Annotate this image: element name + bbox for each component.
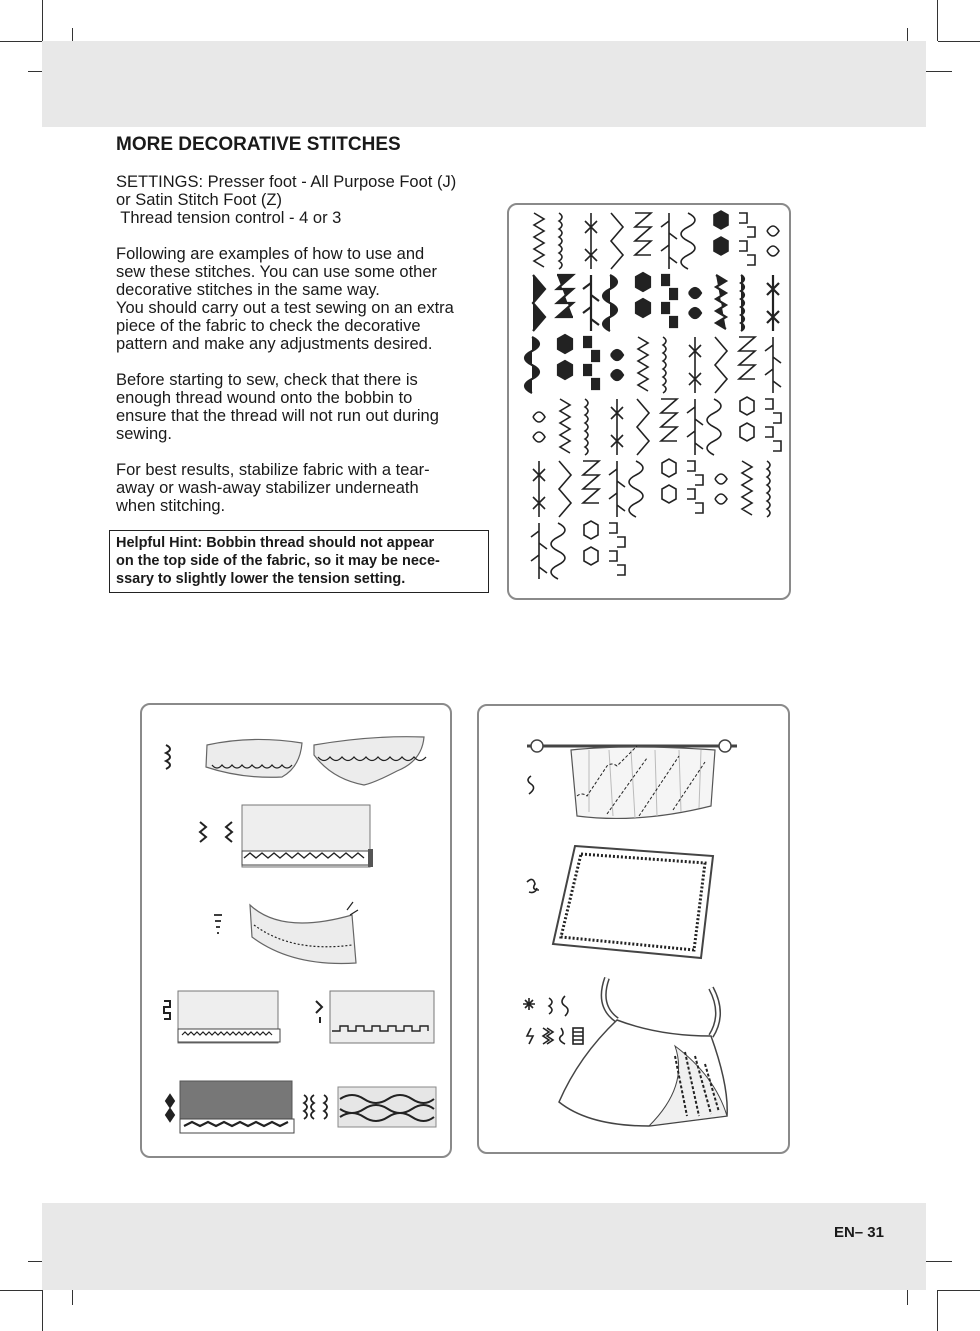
diamond-stitch-icon: [166, 1095, 174, 1121]
section-heading: MORE DECORATIVE STITCHES: [116, 134, 401, 155]
stitch-pattern-icon: [585, 213, 597, 269]
stitch-pattern-icon: [714, 211, 728, 255]
text-line: pattern and make any adjustments desired.: [116, 335, 433, 353]
stitch-pattern-icon: [559, 461, 571, 517]
stitch-pattern-icon: [560, 399, 570, 453]
crop-mark: [937, 1290, 938, 1331]
stitch-pattern-icon: [584, 521, 598, 565]
stitch-pattern-icon: [603, 275, 617, 331]
stitch-grid-illustration: [509, 205, 789, 598]
scallop-stitch-icon: [166, 745, 170, 769]
crop-mark: [938, 41, 980, 42]
crop-mark: [0, 1290, 42, 1291]
stitch-pattern-icon: [681, 213, 695, 269]
stitch-pattern-icon: [583, 275, 599, 331]
stitch-pattern-icon: [741, 275, 744, 331]
stitch-pattern-icon: [765, 399, 781, 451]
collar-illustration-right: [314, 737, 426, 785]
collar-illustration-left: [206, 739, 302, 777]
stitch-pattern-icon: [609, 461, 625, 517]
stitch-pattern-icon: [551, 523, 565, 579]
zigzag-stitch-icon: [200, 822, 232, 842]
text-line: away or wash-away stabilizer underneath: [116, 479, 419, 497]
stitch-pattern-icon: [629, 461, 643, 517]
stitch-pattern-icon: [715, 337, 727, 393]
hem-illustration: [242, 805, 373, 867]
text-line: Following are examples of how to use and: [116, 245, 425, 263]
stitch-pattern-icon: [638, 337, 648, 391]
flower-stitch-icon: [527, 879, 539, 892]
stitch-pattern-icon: [765, 337, 781, 393]
text-line: Before starting to sew, check that there is: [116, 371, 418, 389]
stitch-pattern-icon: [609, 523, 625, 575]
text-line: SETTINGS: Presser foot - All Purpose Foot (J): [116, 173, 457, 191]
settings-paragraph: [116, 173, 491, 227]
hint-line: Helpful Hint: Bobbin thread should not appear: [116, 535, 435, 551]
text-line: ensure that the thread will not run out during: [116, 407, 439, 425]
stitch-pattern-icon: [611, 213, 623, 269]
crop-mark: [937, 0, 938, 41]
stitch-pattern-icon: [715, 474, 727, 504]
stitch-pattern-icon: [637, 399, 649, 455]
triangle-stitch-icon: [214, 915, 222, 933]
stitch-pattern-icon: [689, 337, 701, 393]
home-decor-examples-panel: [477, 704, 790, 1154]
stitch-pattern-icon: [534, 213, 544, 267]
stitch-pattern-icon: [531, 523, 547, 579]
hem-illustration-2: [178, 991, 280, 1043]
stitch-pattern-icon: [739, 337, 755, 379]
stitch-pattern-icon: [525, 337, 539, 393]
text-line: sewing.: [116, 425, 172, 443]
curtain-illustration: [527, 740, 737, 818]
crop-mark: [42, 1290, 43, 1331]
stitch-pattern-icon: [661, 399, 677, 441]
stitch-pattern-icon: [716, 275, 726, 329]
stitch-pattern-icon: [689, 288, 701, 318]
hem-illustration-3: [330, 991, 434, 1043]
usage-paragraph: [116, 245, 491, 353]
crop-mark: [42, 0, 43, 41]
header-band: [42, 41, 926, 127]
stitch-pattern-icon: [533, 275, 545, 331]
crop-mark: [938, 1290, 980, 1291]
stitch-pattern-icon: [583, 337, 599, 389]
stitch-pattern-icon: [583, 461, 599, 503]
stitch-pattern-icon: [663, 337, 666, 393]
helpful-hint-box: [109, 530, 489, 593]
stitch-pattern-icon: [687, 461, 703, 513]
text-line: decorative stitches in the same way.: [116, 281, 380, 299]
curl-stitch-icon: [528, 776, 534, 794]
wave-trim-illustration: [338, 1087, 436, 1127]
dark-fabric-illustration: [180, 1081, 294, 1133]
stitch-sample-icons: [523, 996, 583, 1044]
stitch-pattern-icon: [767, 275, 779, 331]
instructions-text: [116, 173, 491, 533]
page-number: EN– 31: [833, 1224, 884, 1241]
curved-hem-illustration: [250, 902, 358, 963]
stitch-pattern-icon: [611, 350, 623, 380]
stitch-pattern-icon: [742, 461, 752, 515]
garment-examples-illustration: [142, 705, 450, 1156]
text-line: piece of the fabric to check the decorative: [116, 317, 421, 335]
stitch-pattern-icon: [533, 461, 545, 517]
stitch-pattern-icon: [533, 412, 545, 442]
text-line: For best results, stabilize fabric with a tear-: [116, 461, 430, 479]
garment-examples-panel: [140, 703, 452, 1158]
stabilizer-paragraph: [116, 461, 491, 515]
drawstring-bag-illustration: [559, 978, 727, 1126]
stitch-pattern-icon: [636, 273, 650, 317]
bordered-cloth-illustration: [553, 846, 713, 958]
stitch-pattern-icon: [559, 213, 562, 269]
footer-band: [42, 1203, 926, 1290]
text-line: or Satin Stitch Foot (Z): [116, 191, 282, 209]
hint-line: on the top side of the fabric, so it may be nece-: [116, 553, 440, 569]
text-line: Thread tension control - 4 or 3: [116, 209, 342, 227]
crop-mark: [0, 41, 42, 42]
stitch-pattern-icon: [661, 275, 677, 327]
text-line: enough thread wound onto the bobbin to: [116, 389, 413, 407]
stitch-pattern-icon: [767, 461, 770, 517]
hint-line: ssary to slightly lower the tension setting.: [116, 571, 406, 587]
stitch-pattern-icon: [557, 275, 573, 317]
bobbin-paragraph: [116, 371, 491, 443]
stitch-pattern-icon: [611, 399, 623, 455]
stitch-pattern-icon: [661, 213, 677, 269]
wave-stitch-icon: [304, 1095, 327, 1119]
stitch-pattern-icon: [739, 213, 755, 265]
text-line: sew these stitches. You can use some other: [116, 263, 438, 281]
stitch-pattern-icon: [740, 397, 754, 441]
text-line: You should carry out a test sewing on an extra: [116, 299, 454, 317]
text-line: when stitching.: [116, 497, 226, 515]
stitch-pattern-icon: [558, 335, 572, 379]
stitch-pattern-icon: [585, 399, 588, 455]
stitch-pattern-chart: [507, 203, 791, 600]
stitch-pattern-icon: [767, 226, 779, 256]
home-decor-illustration: [479, 706, 788, 1152]
stitch-pattern-icon: [635, 213, 651, 255]
stitch-pattern-icon: [662, 459, 676, 503]
stitch-pattern-icon: [687, 399, 703, 455]
stitch-pattern-icon: [707, 399, 721, 455]
